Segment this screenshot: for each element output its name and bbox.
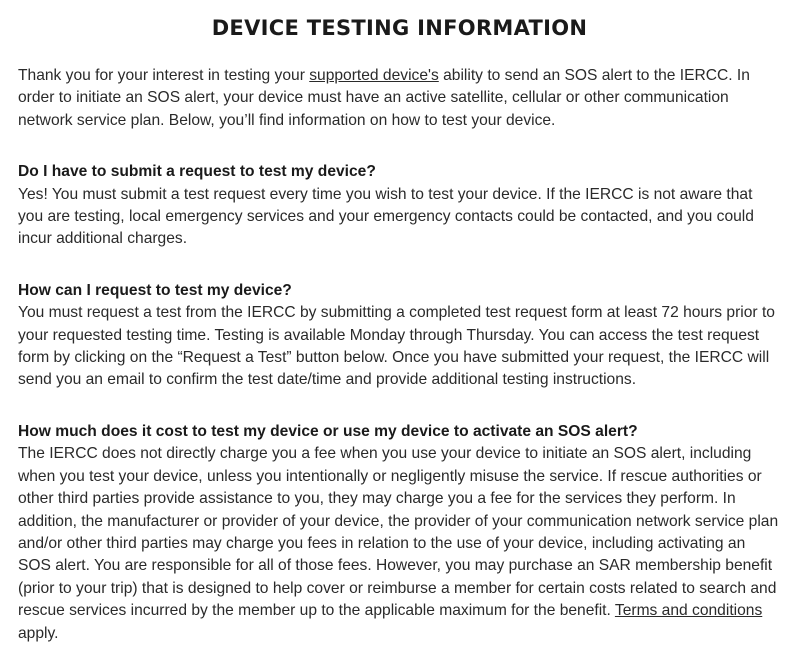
intro-paragraph	[18, 65, 781, 132]
faq-cost	[18, 421, 781, 645]
faq-question: How can I request to test my device?	[18, 281, 292, 299]
faq-answer: Yes! You must submit a test request every time you wish to test your device. If the IERCC is not aware that you are testing, local emergency services and your emergency contacts could be contacted, and you could incur additional charges.	[18, 185, 754, 248]
intro-text-continued: ability to send an SOS alert to the IERCC. In order to initiate an SOS alert, your device must have an active satellite, cellular or other communication network service plan. Below, you’ll find information on how to test your device.	[18, 67, 750, 129]
faq-answer-text: The IERCC does not directly charge you a fee when you use your device to initiate an SOS alert, including when you test your device, unless you intentionally or negligently misuse the service. If rescue authorities or other third parties provide assistance to you, they may charge you a fee for the services they perform. In addition, the manufacturer or provider of your device, the provider of your communication network service plan and/or other third parties may charge you fees in relation to the use of your device, including activating an SOS alert. You are responsible for all of those fees. However, you may purchase an SAR membership benefit (prior to your trip) that is designed to help cover or reimburse a member for certain costs related to search and rescue services incurred by the member up to the applicable maximum for the benefit.	[18, 445, 779, 620]
faq-how-to-request	[18, 280, 781, 392]
faq-submit-request	[18, 161, 781, 251]
faq-answer	[18, 443, 781, 645]
faq-answer-suffix: apply.	[18, 624, 59, 642]
faq-answer: You must request a test from the IERCC by submitting a completed test request form at least 72 hours prior to your requested testing time. Testing is available Monday through Thursday. You can access the test request form by clicking on the “Request a Test” button below. Once you have submitted your request, the IERCC will send you an email to confirm the test date/time and provide additional testing instructions.	[18, 304, 775, 389]
faq-question: How much does it cost to test my device or use my device to activate an SOS alert?	[18, 422, 638, 440]
terms-and-conditions-link[interactable]: Terms and conditions	[614, 602, 763, 620]
intro-text: Thank you for your interest in testing your	[18, 67, 310, 84]
supported-devices-link[interactable]: supported device's	[309, 67, 439, 84]
faq-question: Do I have to submit a request to test my device?	[18, 163, 376, 181]
page-title: DEVICE TESTING INFORMATION	[211, 16, 588, 40]
